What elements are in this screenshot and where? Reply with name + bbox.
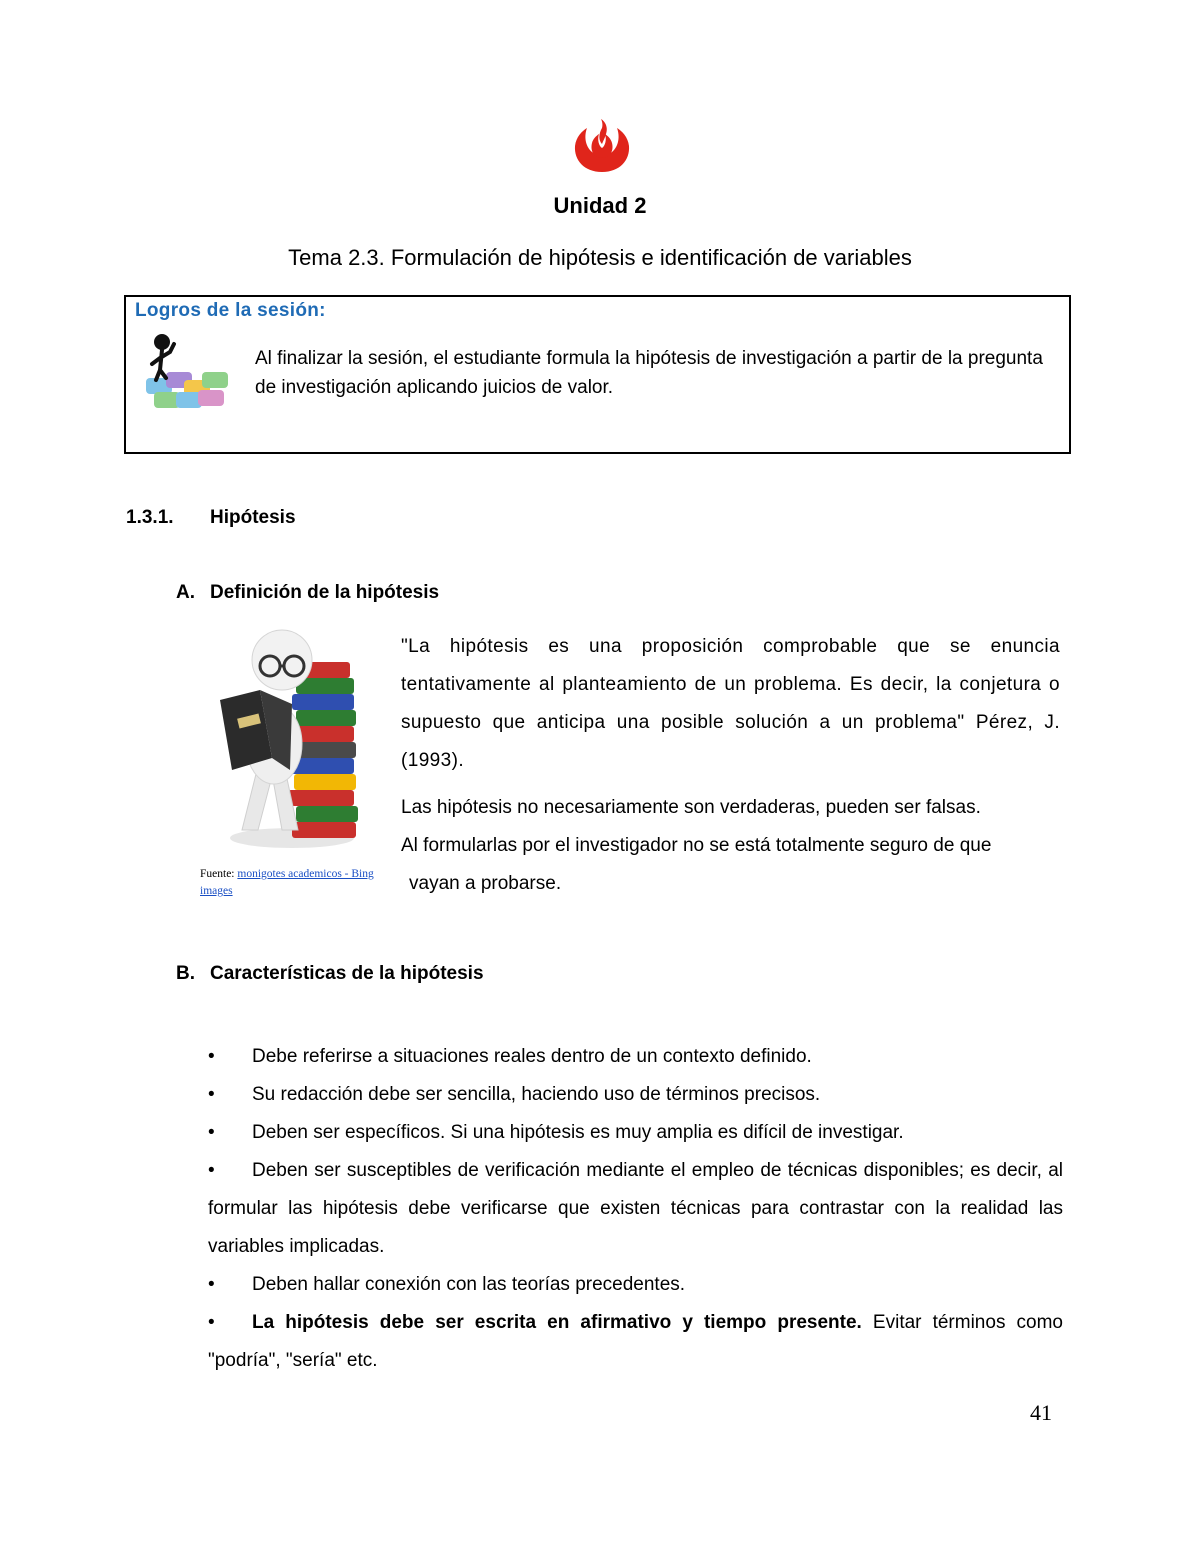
- subsection-a-heading: [176, 582, 439, 604]
- subsection-a-title: Definición de la hipótesis: [210, 582, 440, 603]
- section-number: 1.3.1.: [126, 507, 174, 528]
- list-item-text: Deben ser susceptibles de verificación mediante el empleo de técnicas disponibles; es decir, al formular las hipótesis debe verificarse que existen técnicas para contrastar con la realidad las variables implicadas.: [208, 1160, 1063, 1257]
- image-source-label: Fuente:: [200, 868, 235, 880]
- list-item: [208, 1076, 1063, 1114]
- image-source: [200, 866, 380, 900]
- section-title: Hipótesis: [210, 507, 296, 528]
- hypothesis-definition-quote: "La hipótesis es una proposición comprobable que se enuncia tentativamente al planteamiento de un problema. Es decir, la conjetura o supuesto que anticipa una posible solución a un problema" Pérez, J. (1993).: [401, 636, 1060, 771]
- hypothesis-note-paragraph: [401, 789, 1063, 903]
- list-item: [208, 1152, 1063, 1266]
- bullet-icon: •: [208, 1312, 215, 1333]
- topic-title: Tema 2.3. Formulación de hipótesis e identificación de variables: [288, 245, 912, 270]
- page-number: 41: [1030, 1400, 1052, 1425]
- list-item-bold-text: La hipótesis debe ser escrita en afirmativo y tiempo presente.: [252, 1312, 862, 1333]
- bullet-icon: •: [208, 1274, 215, 1295]
- list-item-text: Deben hallar conexión con las teorías precedentes.: [252, 1274, 686, 1295]
- bullet-icon: •: [208, 1046, 215, 1067]
- goals-heading: Logros de la sesión:: [135, 300, 326, 321]
- upc-logo-icon: [572, 118, 632, 174]
- bullet-icon: •: [208, 1084, 215, 1105]
- list-item-text: Deben ser específicos. Si una hipótesis es muy amplia es difícil de investigar.: [252, 1122, 904, 1143]
- list-item-text: Su redacción debe ser sencilla, haciendo uso de términos precisos.: [252, 1084, 821, 1105]
- bullet-icon: •: [208, 1160, 215, 1181]
- subsection-b-letter: B.: [176, 963, 195, 984]
- characteristics-list: [208, 1038, 1063, 1380]
- list-item: [208, 1114, 1063, 1152]
- goals-text: Al finalizar la sesión, el estudiante formula la hipótesis de investigación a partir de la pregunta de investigación aplicando juicios de valor.: [255, 348, 1043, 398]
- list-item-text: Debe referirse a situaciones reales dentro de un contexto definido.: [252, 1046, 812, 1067]
- image-source-link[interactable]: monigotes academicos - Bing images: [200, 868, 374, 897]
- subsection-b-title: Características de la hipótesis: [210, 963, 484, 984]
- unit-title: Unidad 2: [553, 193, 647, 218]
- list-item: [208, 1304, 1063, 1380]
- subsection-a-letter: A.: [176, 582, 195, 603]
- hypothesis-note-line-3: vayan a probarse.: [409, 873, 562, 894]
- hypothesis-note-line-2: Al formularlas por el investigador no se está totalmente seguro de que: [401, 835, 992, 856]
- subsection-b-heading: [176, 963, 484, 985]
- reading-figure-books-illustration: [212, 624, 370, 850]
- list-item: [208, 1038, 1063, 1076]
- bullet-icon: •: [208, 1122, 215, 1143]
- list-item-text: Evitar términos como "podría", "sería" etc.: [208, 1312, 1063, 1371]
- list-item: [208, 1266, 1063, 1304]
- hypothesis-note-line-1: Las hipótesis no necesariamente son verdaderas, pueden ser falsas.: [401, 797, 981, 818]
- thinking-figure-puzzle-icon: [140, 328, 236, 412]
